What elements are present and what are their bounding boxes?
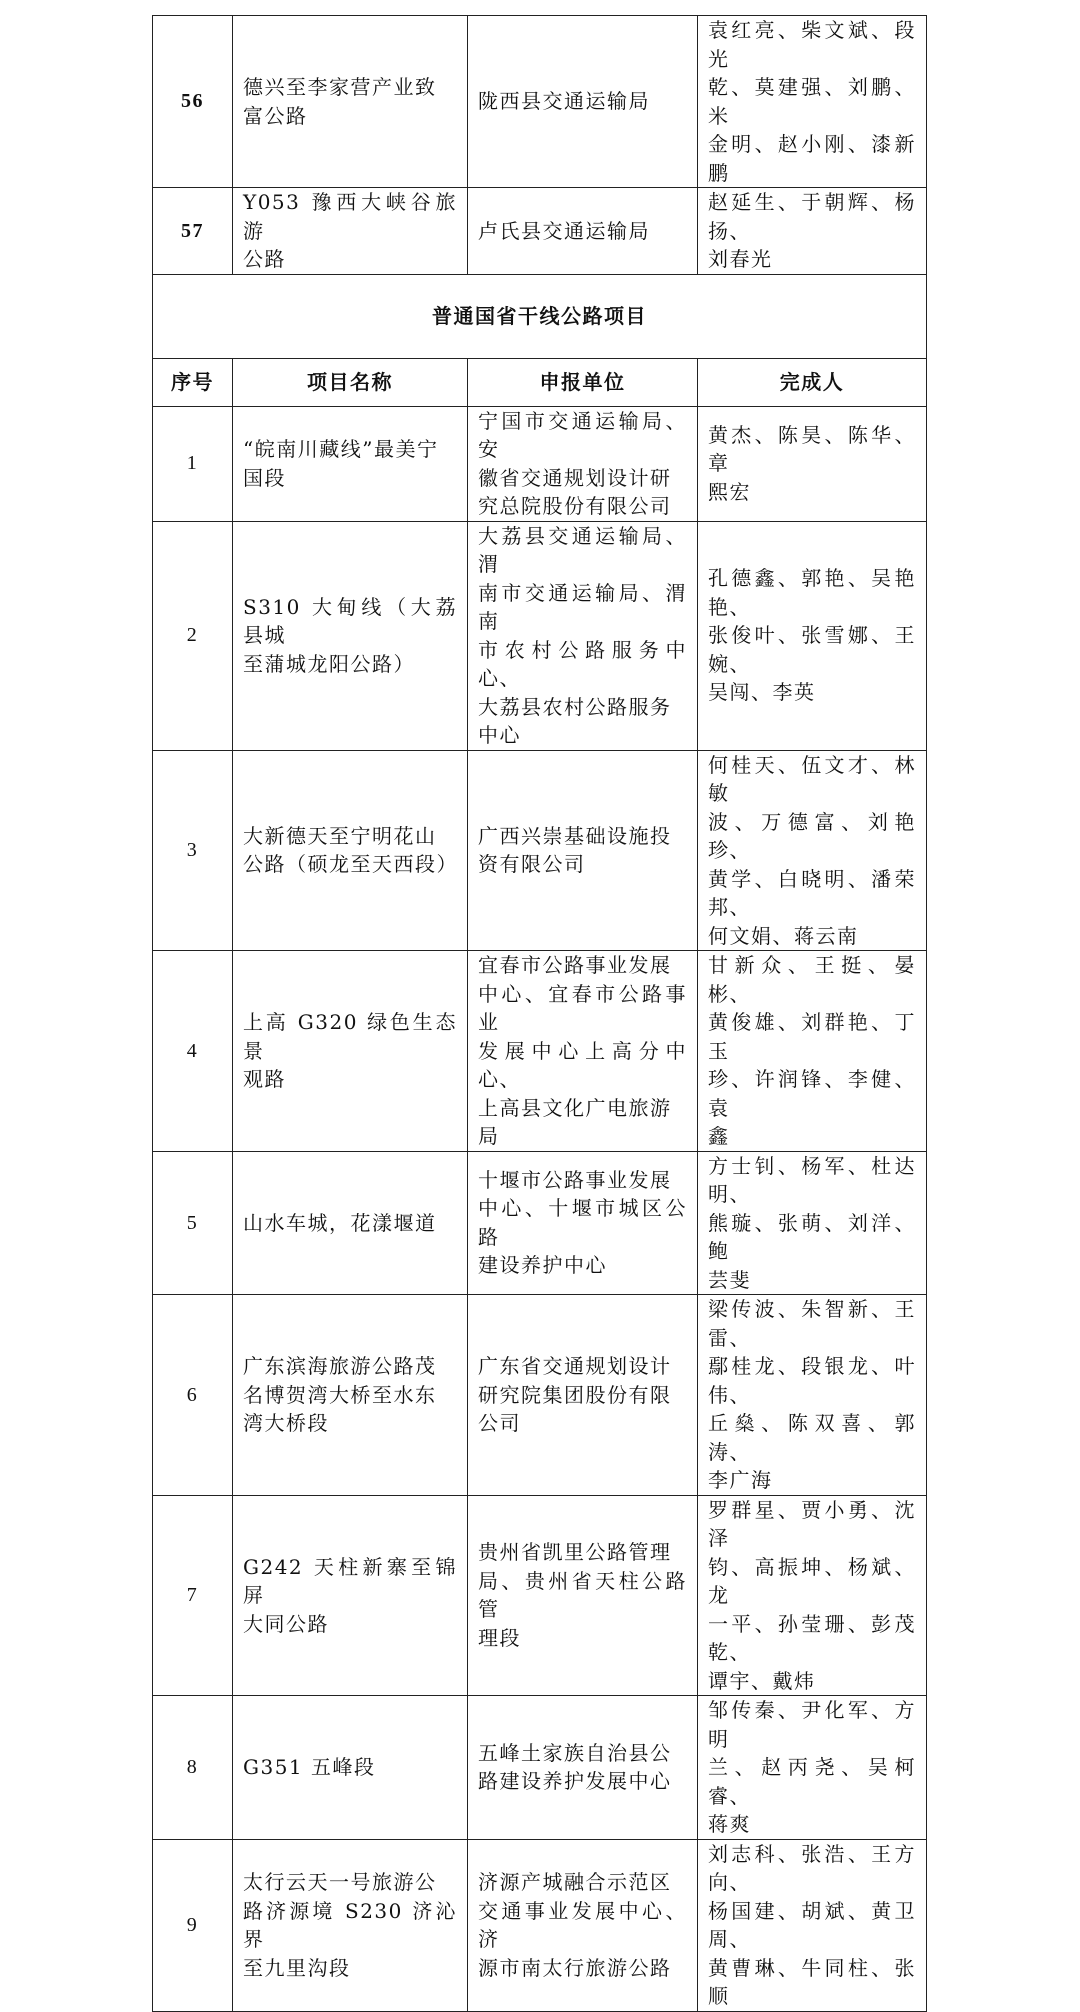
- table-row: [153, 1839, 927, 2011]
- project-name: 德兴至李家营产业致 富公路: [233, 16, 468, 188]
- section-row: [153, 274, 927, 358]
- reporting-unit: 济源产城融合示范区 交通事业发展中心、济 源市南太行旅游公路: [468, 1839, 698, 2011]
- row-number: 6: [153, 1295, 233, 1496]
- table-row: [153, 1696, 927, 1840]
- project-name: 广东滨海旅游公路茂 名博贺湾大桥至水东 湾大桥段: [233, 1295, 468, 1496]
- header-persons: 完成人: [698, 358, 927, 406]
- reporting-unit: 五峰土家族自治县公 路建设养护发展中心: [468, 1696, 698, 1840]
- table-row: [153, 951, 927, 1152]
- reporting-unit: 贵州省凯里公路管理 局、贵州省天柱公路管 理段: [468, 1495, 698, 1696]
- completers: 罗群星、贾小勇、沈泽 钧、高振坤、杨斌、龙 一平、孙莹珊、彭茂乾、 谭宇、戴炜: [698, 1495, 927, 1696]
- reporting-unit: 卢氏县交通运输局: [468, 188, 698, 275]
- project-name: 大新德天至宁明花山 公路（硕龙至天西段）: [233, 750, 468, 951]
- project-name: 太行云天一号旅游公 路济源境 S230 济沁界 至九里沟段: [233, 1839, 468, 2011]
- table-row: [153, 1295, 927, 1496]
- header-name: 项目名称: [233, 358, 468, 406]
- completers: 黄杰、陈昊、陈华、章 熙宏: [698, 406, 927, 521]
- reporting-unit: 陇西县交通运输局: [468, 16, 698, 188]
- reporting-unit: 广西兴崇基础设施投 资有限公司: [468, 750, 698, 951]
- project-name: “皖南川藏线”最美宁 国段: [233, 406, 468, 521]
- reporting-unit: 宜春市公路事业发展 中心、宜春市公路事业 发展中心上高分中心、 上高县文化广电旅游 局: [468, 951, 698, 1152]
- reporting-unit: 大荔县交通运输局、渭 南市交通运输局、渭南 市农村公路服务中心、 大荔县农村公路服务 中心: [468, 521, 698, 750]
- table-row: [153, 521, 927, 750]
- project-table: [152, 15, 927, 2012]
- completers: 方士钊、杨军、杜达明、 熊璇、张萌、刘洋、鲍 芸斐: [698, 1151, 927, 1295]
- table-row: [153, 1495, 927, 1696]
- section-title: 普通国省干线公路项目: [153, 274, 927, 358]
- row-number: 3: [153, 750, 233, 951]
- project-name: S310 大甸线（大荔县城 至蒲城龙阳公路）: [233, 521, 468, 750]
- table-row: [153, 188, 927, 275]
- table-row: [153, 750, 927, 951]
- header-no: 序号: [153, 358, 233, 406]
- row-number: 1: [153, 406, 233, 521]
- project-name: 上高 G320 绿色生态景 观路: [233, 951, 468, 1152]
- row-number: 2: [153, 521, 233, 750]
- completers: 邹传秦、尹化军、方明 兰、赵丙尧、吴柯睿、 蒋爽: [698, 1696, 927, 1840]
- row-number: 8: [153, 1696, 233, 1840]
- completers: 甘新众、王挺、晏彬、 黄俊雄、刘群艳、丁玉 珍、许润锋、李健、袁 鑫: [698, 951, 927, 1152]
- row-number: 57: [153, 188, 233, 275]
- project-name: Y053 豫西大峡谷旅游 公路: [233, 188, 468, 275]
- reporting-unit: 十堰市公路事业发展 中心、十堰市城区公路 建设养护中心: [468, 1151, 698, 1295]
- header-unit: 申报单位: [468, 358, 698, 406]
- completers: 赵延生、于朝辉、杨扬、 刘春光: [698, 188, 927, 275]
- row-number: 4: [153, 951, 233, 1152]
- row-number: 7: [153, 1495, 233, 1696]
- project-name: G242 天柱新寨至锦屏 大同公路: [233, 1495, 468, 1696]
- table-row: [153, 16, 927, 188]
- completers: 何桂天、伍文才、林敏 波、万德富、刘艳珍、 黄学、白晓明、潘荣邦、 何文娟、蒋云南: [698, 750, 927, 951]
- project-name: 山水车城，花漾堰道: [233, 1151, 468, 1295]
- completers: 梁传波、朱智新、王雷、 鄢桂龙、段银龙、叶伟、 丘燊、陈双喜、郭涛、 李广海: [698, 1295, 927, 1496]
- completers: 袁红亮、柴文斌、段光 乾、莫建强、刘鹏、米 金明、赵小刚、漆新鹏: [698, 16, 927, 188]
- completers: 刘志科、张浩、王方向、 杨国建、胡斌、黄卫周、 黄曹琳、牛同柱、张顺: [698, 1839, 927, 2011]
- table-row: [153, 406, 927, 521]
- project-name: G351 五峰段: [233, 1696, 468, 1840]
- row-number: 5: [153, 1151, 233, 1295]
- table-row: [153, 1151, 927, 1295]
- reporting-unit: 宁国市交通运输局、安 徽省交通规划设计研 究总院股份有限公司: [468, 406, 698, 521]
- row-number: 9: [153, 1839, 233, 2011]
- completers: 孔德鑫、郭艳、吴艳艳、 张俊叶、张雪娜、王婉、 吴闯、李英: [698, 521, 927, 750]
- header-row: [153, 358, 927, 406]
- reporting-unit: 广东省交通规划设计 研究院集团股份有限 公司: [468, 1295, 698, 1496]
- row-number: 56: [153, 16, 233, 188]
